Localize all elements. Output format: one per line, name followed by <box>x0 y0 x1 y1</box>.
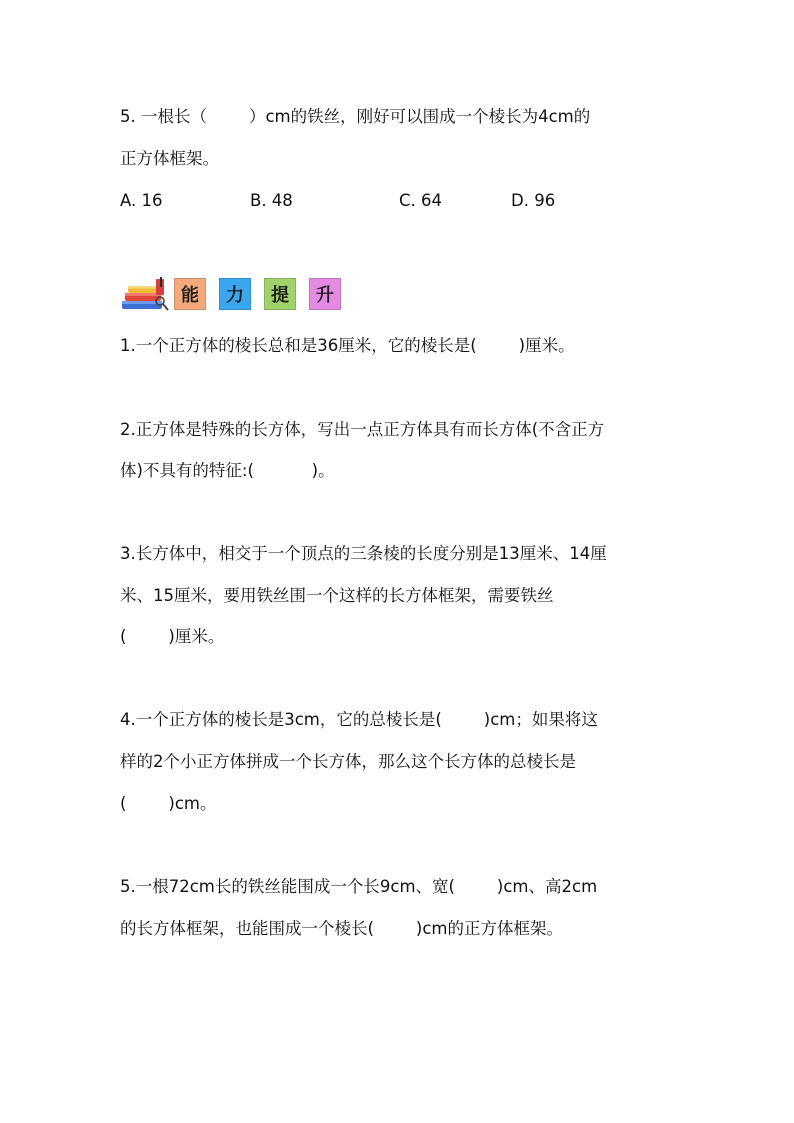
question-4-line-3: ( )cm。 <box>120 794 217 813</box>
books-icon <box>120 275 170 313</box>
question-4-line-1: 4.一个正方体的棱长是3cm，它的总棱长是( )cm；如果将这 <box>120 710 598 729</box>
banner-tile-sheng: 升 <box>309 278 341 310</box>
option-a: A. 16 <box>120 191 163 210</box>
banner-tile-li: 力 <box>219 278 251 310</box>
question-1: 1.一个正方体的棱长总和是36厘米，它的棱长是( )厘米。 <box>120 336 575 355</box>
question-3-line-3: ( )厘米。 <box>120 627 225 646</box>
section-banner <box>120 275 341 313</box>
banner-tile-ti: 提 <box>264 278 296 310</box>
question-2-line-1: 2.正方体是特殊的长方体，写出一点正方体具有而长方体(不含正方 <box>120 420 605 439</box>
question-3-line-1: 3.长方体中，相交于一个顶点的三条棱的长度分别是13厘米、14厘 <box>120 544 607 563</box>
prev-question-5-line-2: 正方体框架。 <box>120 149 219 168</box>
banner-tile-neng: 能 <box>174 278 206 310</box>
option-d: D. 96 <box>511 191 556 210</box>
prev-question-5-line-1: 5. 一根长（ ）cm的铁丝，刚好可以围成一个棱长为4cm的 <box>120 107 591 126</box>
question-2-line-2: 体)不具有的特征:( )。 <box>120 461 335 480</box>
option-c: C. 64 <box>399 191 443 210</box>
question-5-line-1: 5.一根72cm长的铁丝能围成一个长9cm、宽( )cm、高2cm <box>120 877 598 896</box>
question-5-line-2: 的长方体框架，也能围成一个棱长( )cm的正方体框架。 <box>120 919 563 938</box>
question-4-line-2: 样的2个小正方体拼成一个长方体，那么这个长方体的总棱长是 <box>120 752 576 771</box>
option-b: B. 48 <box>250 191 293 210</box>
question-3-line-2: 米、15厘米，要用铁丝围一个这样的长方体框架，需要铁丝 <box>120 586 554 605</box>
